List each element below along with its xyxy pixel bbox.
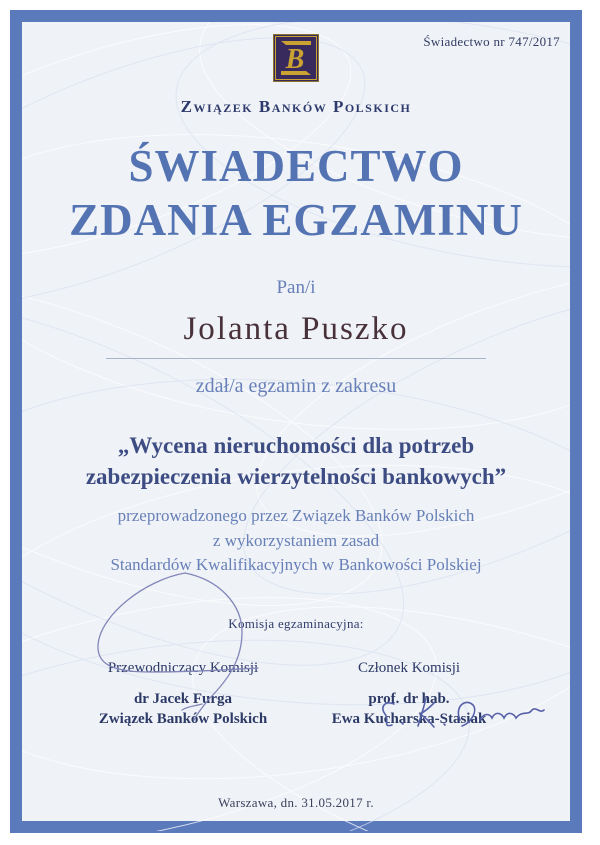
- recipient-name: Jolanta Puszko: [183, 311, 409, 347]
- certificate-content: [22, 22, 570, 831]
- details-line-2: z wykorzystaniem zasad: [212, 530, 380, 550]
- chairman-role: Przewodniczący Komisji: [107, 660, 259, 677]
- certificate-number: Świadectwo nr 747/2017: [423, 34, 560, 49]
- chairman-block: [70, 660, 296, 728]
- details-line-1: przeprowadzonego przez Związek Banków Polskich: [117, 506, 475, 526]
- logo-letter: B: [285, 44, 305, 75]
- title-line-2: ZDANIA EGZAMINU: [69, 195, 523, 245]
- name-underline: [106, 358, 486, 359]
- member-block: [296, 660, 522, 728]
- member-name: Ewa Kucharska-Stasiak: [331, 711, 487, 728]
- member-role: Członek Komisji: [357, 660, 461, 677]
- place-and-date: Warszawa, dn. 31.05.2017 r.: [218, 795, 374, 810]
- zbp-logo-icon: [273, 34, 319, 87]
- chairman-affiliation: Związek Banków Polskich: [98, 711, 268, 728]
- signature-row: [22, 660, 570, 728]
- certificate-title: [22, 139, 570, 247]
- salutation: Pan/i: [276, 277, 316, 298]
- subject-line-1: „Wycena nieruchomości dla potrzeb: [117, 433, 475, 458]
- commission-label: Komisja egzaminacyjna:: [228, 616, 364, 632]
- organization-name: Związek Banków Polskich: [180, 97, 412, 116]
- exam-statement: zdał/a egzamin z zakresu: [195, 375, 397, 397]
- subject-line-2: zabezpieczenia wierzytelności bankowych”: [85, 464, 507, 490]
- chairman-name: dr Jacek Furga: [133, 691, 233, 708]
- member-title: prof. dr hab.: [368, 691, 450, 708]
- exam-details: [22, 504, 570, 578]
- details-line-3: Standardów Kwalifikacyjnych w Bankowości Polskiej: [110, 555, 482, 575]
- title-line-1: ŚWIADECTWO: [128, 141, 464, 191]
- exam-subject: [22, 430, 570, 492]
